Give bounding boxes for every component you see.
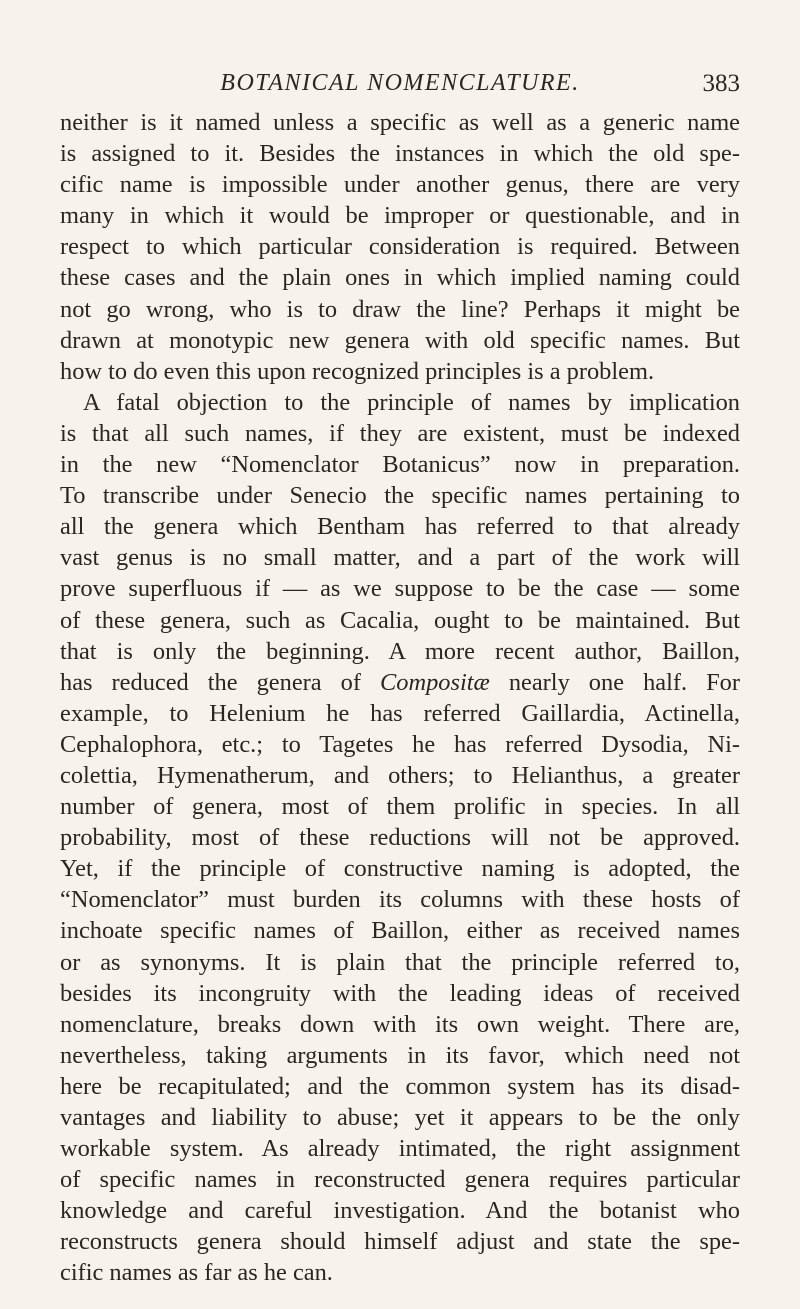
text-line: not go wrong, who is to draw the line? Perhaps it might be [60,295,740,323]
page-number: 383 [702,70,740,97]
text-line: that is only the beginning. A more recent author, Baillon, [60,637,740,665]
text-line: Yet, if the principle of constructive naming is adopted, the [60,855,740,883]
text-line: all the genera which Bentham has referred to that already [60,513,740,541]
text-line: or as synonyms. It is plain that the principle referred to, [60,948,740,976]
text-run: has reduced the genera of [60,668,380,696]
text-line: how to do even this upon recognized principles is a problem. [60,357,655,385]
text-line: colettia, Hymenatherum, and others; to Helianthus, a greater [60,761,740,789]
text-line: “Nomenclator” must burden its columns with these hosts of [60,886,740,914]
text-line: number of genera, most of them prolific in species. In all [60,793,740,821]
text-line: vast genus is no small matter, and a part of the work will [60,544,740,572]
text-line: probability, most of these reductions will not be approved. [60,824,740,852]
text-line: neither is it named unless a specific as well as a generic name [60,109,740,136]
text-line: of specific names in reconstructed genera requires particular [60,1166,740,1194]
text-line: example, to Helenium he has referred Gaillardia, Actinella, [60,699,740,727]
text-line: workable system. As already intimated, the right assignment [60,1135,740,1163]
text-line: is assigned to it. Besides the instances in which the old spe- [60,140,740,168]
text-line: besides its incongruity with the leading ideas of received [60,979,740,1007]
text-line: To transcribe under Senecio the specific names pertaining to [60,482,740,510]
text-line: inchoate specific names of Baillon, either as received names [60,917,740,945]
text-line: A fatal objection to the principle of names by implication [83,388,740,416]
text-line: these cases and the plain ones in which implied naming could [60,264,740,292]
running-head-title: BOTANICAL NOMENCLATURE. [220,70,580,96]
text-line: cific names as far as he can. [60,1259,333,1287]
text-line: knowledge and careful investigation. And the botanist who [60,1197,740,1225]
text-line: in the new “Nomenclator Botanicus” now in preparation. [60,451,740,479]
text-line: respect to which particular consideration is required. Between [60,233,740,261]
text-line: here be recapitulated; and the common system has its disad- [60,1072,740,1100]
text-line: cific name is impossible under another genus, there are very [60,171,740,199]
text-line: reconstructs genera should himself adjust and state the spe- [60,1228,740,1256]
text-line: nevertheless, taking arguments in its favor, which need not [60,1041,740,1069]
text-line: of these genera, such as Cacalia, ought to be maintained. But [60,606,740,634]
text-run: nearly one half. For [489,668,741,696]
italic-term: Compositæ [380,668,490,696]
body-text [60,107,740,1289]
text-line: vantages and liability to abuse; yet it appears to be the only [60,1104,740,1131]
text-line: prove superfluous if — as we suppose to be the case — some [60,575,740,603]
text-line: Cephalophora, etc.; to Tagetes he has referred Dysodia, Ni- [60,730,740,758]
text-line-with-italic [60,667,740,698]
text-line: many in which it would be improper or questionable, and in [60,202,740,230]
text-line: is that all such names, if they are existent, must be indexed [60,419,740,447]
text-line: drawn at monotypic new genera with old specific names. But [60,326,740,354]
text-line: nomenclature, breaks down with its own weight. There are, [60,1010,740,1038]
